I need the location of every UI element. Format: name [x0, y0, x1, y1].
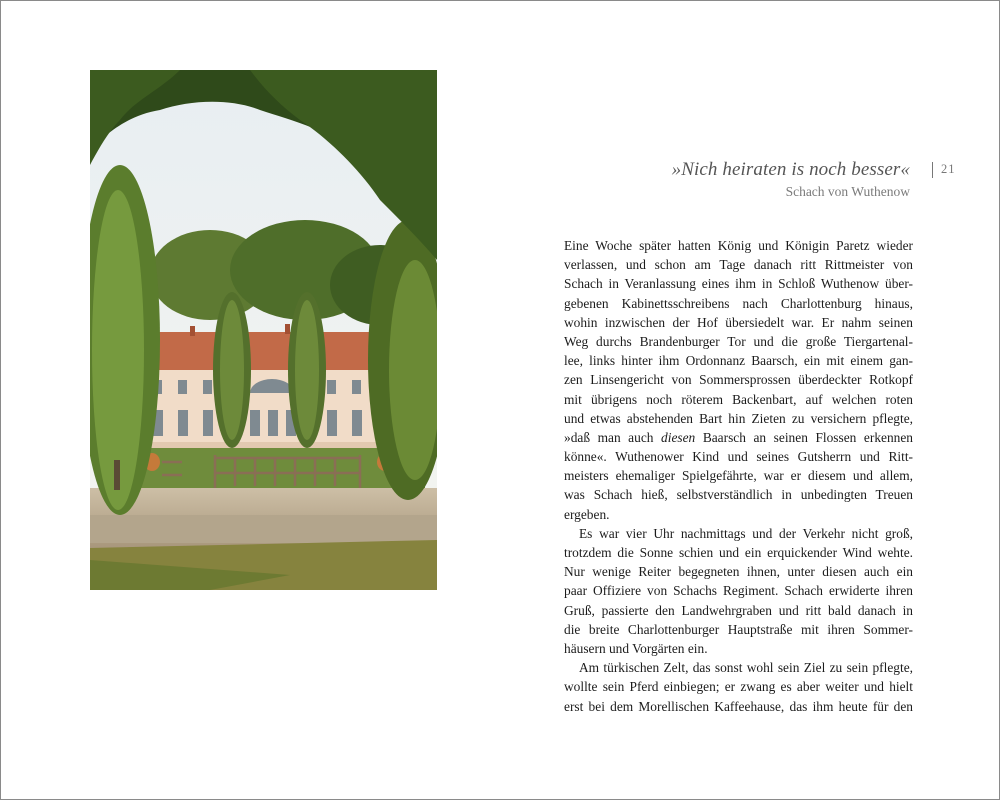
text-line: ergeben.: [564, 506, 610, 522]
text-line: lee, links hinter ihm Ordonnanz Baarsch, ein mit einem gan-: [564, 353, 913, 369]
text-line: verlassen, und schon am Tage danach ritt Rittmeister von: [564, 257, 913, 273]
text-line: Eine Woche später hatten König und Königin Paretz wieder: [564, 238, 913, 253]
folio-divider: [932, 162, 933, 178]
text-line: paar Offiziere von Schachs Regiment. Schach erwiderte ihren: [564, 583, 913, 599]
text-line: [564, 428, 913, 447]
text-line: Am türkischen Zelt, das sonst wohl sein Ziel zu sein pflegte,: [579, 660, 913, 676]
running-header: [672, 159, 910, 202]
book-title: Schach von Wuthenow: [785, 184, 910, 199]
text-line: was Schach hieß, selbstverständlich in unbedingten Treuen: [564, 487, 913, 503]
text-line: meisters ehemaliger Spielgefährte, war er diesem und allem,: [564, 468, 913, 484]
emphasis-text: diesen: [661, 429, 696, 445]
text-line: trotzdem die Sonne schien und ein erquickender Wind wehte.: [564, 545, 913, 560]
text-line: Gruß, passierte den Landwehrgraben und ritt bald danach in: [564, 602, 913, 618]
text-line: die breite Charlottenburger Hauptstraße mit ihren Sommer-: [564, 621, 913, 637]
chapter-title: »Nich heiraten is noch besser«: [671, 159, 910, 180]
text-line: gebenen Kabinettsschreibens nach Charlottenburg hinaus,: [564, 295, 913, 311]
text-line: und etwas abstehenden Bart hin Zieten zu versichern pflegte,: [564, 410, 913, 426]
text-line: Weg durchs Brandenburger Tor und die große Tiergartenal-: [564, 333, 913, 349]
text-line: Schach in Veranlassung eines ihm in Schloß Wuthenow über-: [564, 276, 913, 292]
text-line: erst bei dem Morellischen Kaffeehause, das ihm heute für den: [564, 698, 913, 714]
text-line: häusern und Vorgärten ein.: [564, 640, 708, 656]
body-text: [564, 236, 913, 716]
text-segment: »daß man auch: [564, 429, 654, 445]
text-line: mit übrigens noch röterem Backenbart, auf welchen roten: [564, 391, 913, 407]
text-line: Nur wenige Reiter begegneten ihnen, unter diesen auch ein: [564, 564, 913, 580]
manor-house-photo: [90, 70, 437, 590]
text-line: wollte sein Pferd einbiegen; er zwang es aber weiter und hielt: [564, 679, 913, 695]
text-line: wohin inzwischen der Hof übersiedelt war. Er nahm seinen: [564, 314, 913, 330]
text-line: Es war vier Uhr nachmittags und der Verkehr nicht groß,: [579, 525, 913, 541]
text-line: zen Linsengericht von Sommersprossen überdeckter Rotkopf: [564, 372, 913, 388]
text-segment: Baarsch an seinen Flossen erkennen: [702, 429, 913, 445]
text-line: könne«. Wuthenower Kind und seines Gutsherrn und Ritt-: [564, 449, 913, 465]
page-number: 21: [941, 162, 956, 176]
